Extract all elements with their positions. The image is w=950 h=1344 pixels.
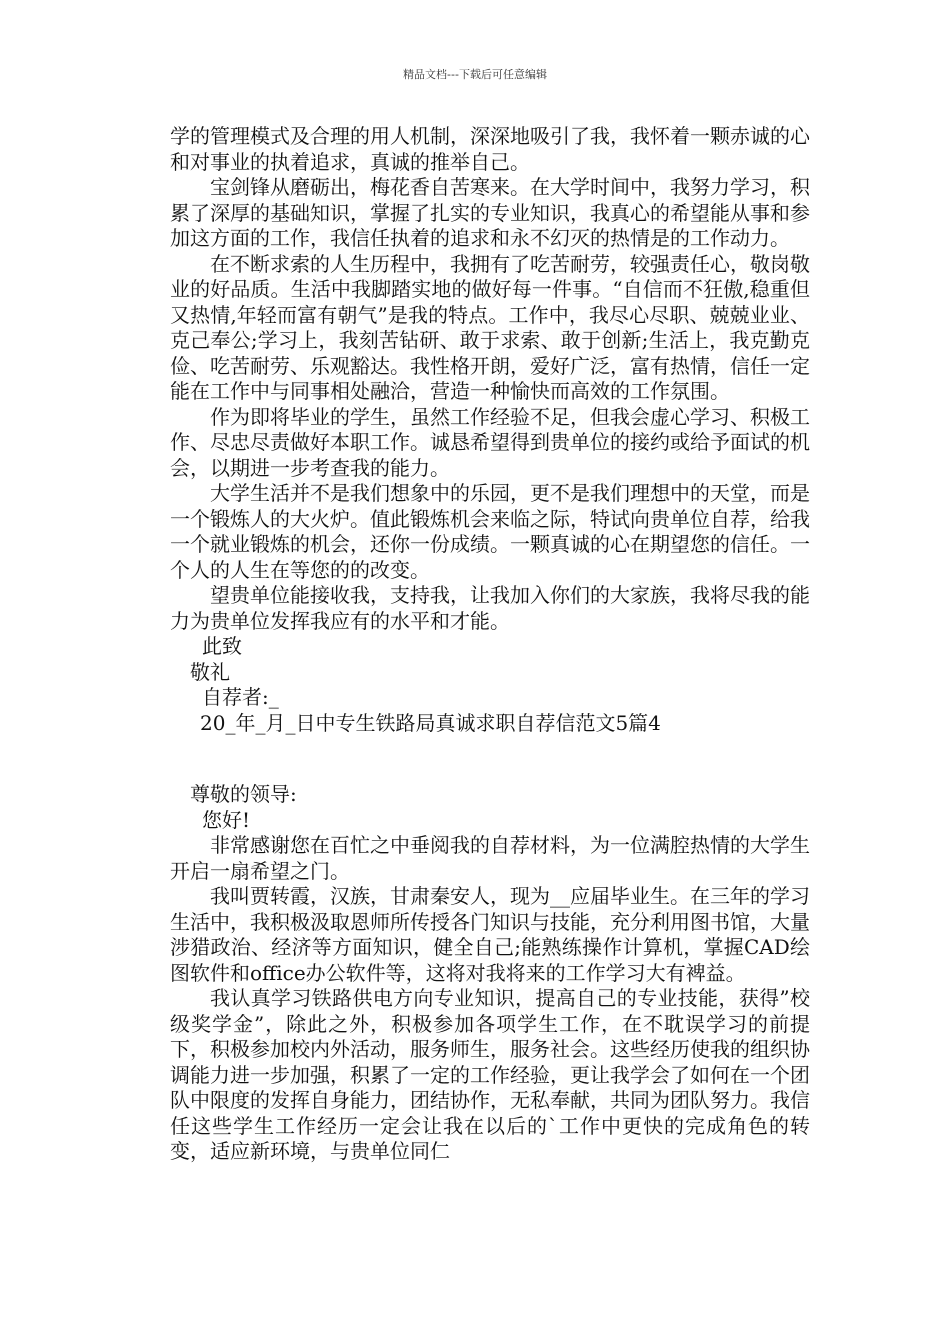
greeting: 您好!	[202, 807, 251, 832]
paragraph-6: 望贵单位能接收我，支持我，让我加入你们的大家族，我将尽我的能力为贵单位发挥我应有的水平和才能。	[170, 583, 810, 633]
salutation: 尊敬的领导:	[190, 782, 297, 806]
closing-line-1: 此致	[202, 634, 242, 658]
paragraph-8: 我叫贾转霞，汉族，甘肃秦安人，现为__应届毕业生。在三年的学习生活中，我积极汲取恩师所传授各门知识与技能，充分利用图书馆，大量涉猎政治、经济等方面知识，健全自己;能熟练操作计算机，掌握CAD绘图软件和office办公软件等，这将对我将来的工作学习大有裨益。	[170, 884, 810, 985]
paragraph-3: 在不断求索的人生历程中，我拥有了吃苦耐劳，较强责任心，敬岗敬业的好品质。生活中我脚踏实地的做好每一件事。“自信而不狂傲,稳重但又热情,年轻而富有朝气”是我的特点。工作中，我尽心尽职、兢兢业业、克己奉公;学习上，我刻苦钻研、敢于求索、敢于创新;生活上，我克勤克俭、吃苦耐劳、乐观豁达。我性格开朗，爱好广泛，富有热情，信任一定能在工作中与同事相处融洽，营造一种愉快而高效的工作氛围。	[170, 251, 810, 403]
paragraph-7: 非常感谢您在百忙之中垂阅我的自荐材料，为一位满腔热情的大学生开启一扇希望之门。	[170, 833, 810, 883]
paragraph-2: 宝剑锋从磨砺出，梅花香自苦寒来。在大学时间中，我努力学习，积累了深厚的基础知识，掌握了扎实的专业知识，我真心的希望能从事和参加这方面的工作，我信任执着的追求和永不幻灭的热情是的工作动力。	[170, 175, 810, 250]
paragraph-4: 作为即将毕业的学生，虽然工作经验不足，但我会虚心学习、积极工作、尽忠尽责做好本职工作。诚恳希望得到贵单位的接约或给予面试的机会，以期进一步考查我的能力。	[170, 404, 810, 480]
closing-line-2: 敬礼	[190, 659, 230, 684]
page-header: 精品文档---下载后可任意编辑	[403, 68, 547, 81]
paragraph-9: 我认真学习铁路供电方向专业知识，提高自己的专业技能，获得”校级奖学金”，除此之外，积极参加各项学生工作，在不耽误学习的前提下，积极参加校内外活动，服务师生，服务社会。这些经历使我的组织协调能力进一步加强，积累了一定的工作经验，更让我学会了如何在一个团队中限度的发挥自身能力，团结协作，无私奉献，共同为团队努力。我信任这些学生工作经历一定会让我在以后的`工作中更快的完成角色的转变，适应新环境，与贵单位同仁	[170, 986, 810, 1163]
paragraph-5: 大学生活并不是我们想象中的乐园，更不是我们理想中的天堂，而是一个锻炼人的大火炉。值此锻炼机会来临之际，特试向贵单位自荐，给我一个就业锻炼的机会，还你一份成绩。一颗真诚的心在期望您的信任。一个人的人生在等您的的改变。	[170, 481, 810, 582]
document-body	[170, 124, 810, 1165]
date-title-line: 20_年_月_日中专生铁路局真诚求职自荐信范文5篇4	[200, 710, 661, 735]
signer-line: 自荐者:_	[202, 685, 279, 709]
section-gap	[170, 736, 810, 782]
paragraph-1: 学的管理模式及合理的用人机制，深深地吸引了我，我怀着一颗赤诚的心和对事业的执着追求，真诚的推举自己。	[170, 124, 810, 174]
